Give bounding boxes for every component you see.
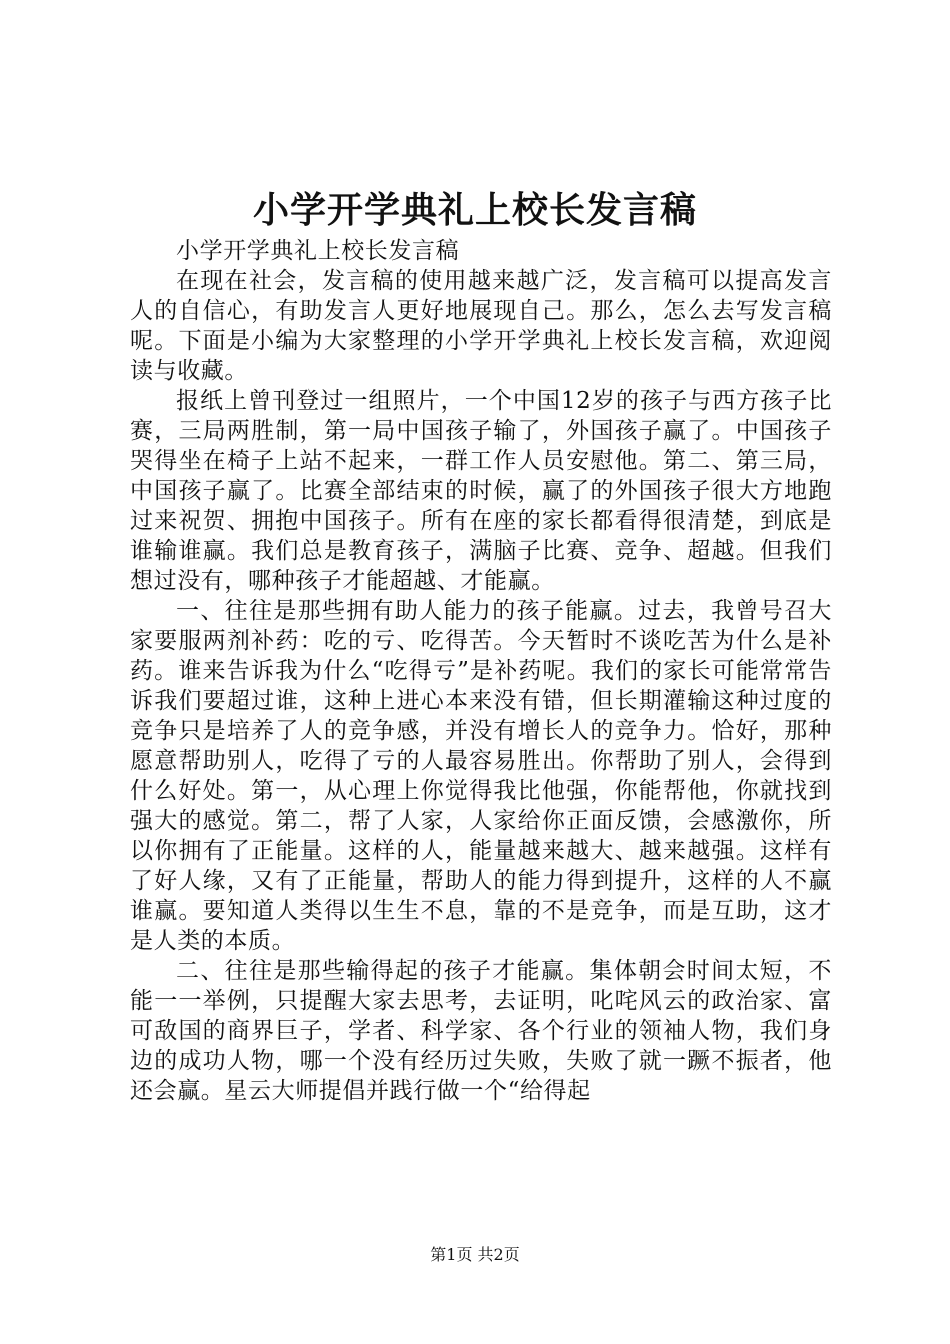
- page-footer: 第1页 共2页: [430, 1245, 520, 1264]
- document-body: [130, 236, 832, 1106]
- paragraph-point-one: 一、往往是那些拥有助人能力的孩子能赢。过去，我曾号召大家要服两剂补药：吃的亏、吃得苦。今天暂时不谈吃苦为什么是补药。谁来告诉我为什么“吃得亏”是补药呢。我们的家长可能常常告诉我们要超过谁，这种上进心本来没有错，但长期灌输这种过度的竞争只是培养了人的竞争感，并没有增长人的竞争力。恰好，那种愿意帮助别人，吃得了亏的人最容易胜出。你帮助了别人，会得到什么好处。第一，从心理上你觉得我比他强，你能帮他，你就找到强大的感觉。第二，帮了人家，人家给你正面反馈，会感激你，所以你拥有了正能量。这样的人，能量越来越大、越来越强。这样有了好人缘，又有了正能量，帮助人的能力得到提升，这样的人不赢谁赢。要知道人类得以生生不息，靠的不是竞争，而是互助，这才是人类的本质。: [130, 598, 832, 954]
- paragraph-point-two: 二、往往是那些输得起的孩子才能赢。集体朝会时间太短，不能一一举例，只提醒大家去思考，去证明，叱咤风云的政治家、富可敌国的商界巨子，学者、科学家、各个行业的领袖人物，我们身边的成功人物，哪一个没有经历过失败，失败了就一蹶不振者，他还会赢。星云大师提倡并践行做一个“给得起: [130, 958, 832, 1104]
- paragraph-subtitle: 小学开学典礼上校长发言稿: [176, 238, 460, 264]
- paragraph-intro: 在现在社会，发言稿的使用越来越广泛，发言稿可以提高发言人的自信心，有助发言人更好地展现自己。那么，怎么去写发言稿呢。下面是小编为大家整理的小学开学典礼上校长发言稿，欢迎阅读与收藏。: [130, 268, 832, 384]
- paragraph-story: 报纸上曾刊登过一组照片，一个中国12岁的孩子与西方孩子比赛，三局两胜制，第一局中国孩子输了，外国孩子赢了。中国孩子哭得坐在椅子上站不起来，一群工作人员安慰他。第二、第三局，中国孩子赢了。比赛全部结束的时候，赢了的外国孩子很大方地跑过来祝贺、拥抱中国孩子。所有在座的家长都看得很清楚，到底是谁输谁赢。我们总是教育孩子，满脑子比赛、竞争、超越。但我们想过没有，哪种孩子才能超越、才能赢。: [130, 388, 832, 594]
- document-title: 小学开学典礼上校长发言稿: [252, 189, 697, 231]
